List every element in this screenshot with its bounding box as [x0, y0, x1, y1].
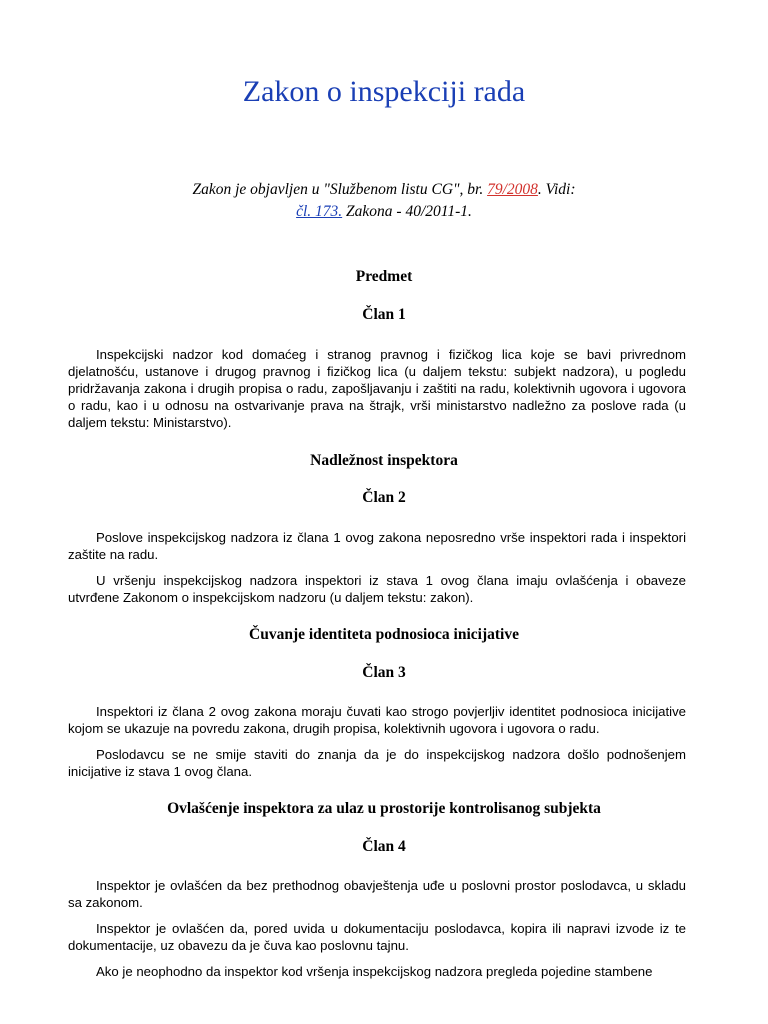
publication-text-see: . Vidi:	[537, 181, 576, 198]
section-heading: Ovlašćenje inspektora za ulaz u prostorije kontrolisanog subjekta	[167, 800, 601, 817]
article-paragraph: Inspektori iz člana 2 ovog zakona moraju čuvati kao strogo povjerljiv identitet podnosioca inicijative kojom se ukazuje na povredu zakona, drugih propisa, kolektivnih ugovora i ugovora o radu.	[68, 704, 686, 736]
amendment-reference: Zakona - 40/2011-1.	[342, 203, 472, 220]
article-reference-link[interactable]: čl. 173.	[296, 203, 343, 220]
publication-note	[100, 179, 668, 223]
section-heading: Predmet	[355, 268, 413, 285]
article-number: Član 3	[362, 664, 406, 681]
article-paragraph: Inspekcijski nadzor kod domaćeg i stranog pravnog i fizičkog lica koje se bavi privrednom djelatnošću, ustanove i drugog pravnog i fizičkog lica (u daljem tekstu: subjekt nadzora), u pogledu pridržavanja zakona i drugih propisa o radu, zapošljavanju i zaštiti na radu, kolektivnih ugovora i ugovora o radu, kao i u odnosu na ostvarivanje prava na štrajk, vrši ministarstvo nadležno za poslove rada (u daljem tekstu: Ministarstvo).	[68, 347, 686, 430]
article-paragraph: U vršenju inspekcijskog nadzora inspektori iz stava 1 ovog člana imaju ovlašćenja i obaveze utvrđene Zakonom o inspekcijskom nadzoru (u daljem tekstu: zakon).	[68, 573, 686, 605]
section-heading: Čuvanje identiteta podnosioca inicijative	[249, 626, 519, 643]
article-number: Član 1	[362, 306, 406, 323]
article-number: Član 2	[362, 489, 406, 506]
article-number: Član 4	[362, 838, 406, 855]
article-paragraph: Ako je neophodno da inspektor kod vršenja inspekcijskog nadzora pregleda pojedine stambene	[96, 964, 653, 979]
publication-text: Zakon je objavljen u "Službenom listu CG", br.	[192, 181, 488, 198]
article-paragraph: Poslove inspekcijskog nadzora iz člana 1 ovog zakona neposredno vrše inspektori rada i inspektori zaštite na radu.	[68, 530, 686, 562]
article-paragraph: Poslodavcu se ne smije staviti do znanja da je do inspekcijskog nadzora došlo podnošenjem inicijative iz stava 1 ovog člana.	[68, 747, 686, 779]
article-paragraph: Inspektor je ovlašćen da, pored uvida u dokumentaciju poslodavca, kopira ili napravi izvode iz te dokumentacije, uz obavezu da je čuva kao poslovnu tajnu.	[68, 921, 686, 953]
gazette-issue-link[interactable]: 79/2008	[487, 181, 538, 198]
article-paragraph: Inspektor je ovlašćen da bez prethodnog obavještenja uđe u poslovni prostor poslodavca, u skladu sa zakonom.	[68, 878, 686, 910]
document-title: Zakon o inspekciji rada	[242, 75, 526, 108]
section-heading: Nadležnost inspektora	[310, 452, 458, 469]
